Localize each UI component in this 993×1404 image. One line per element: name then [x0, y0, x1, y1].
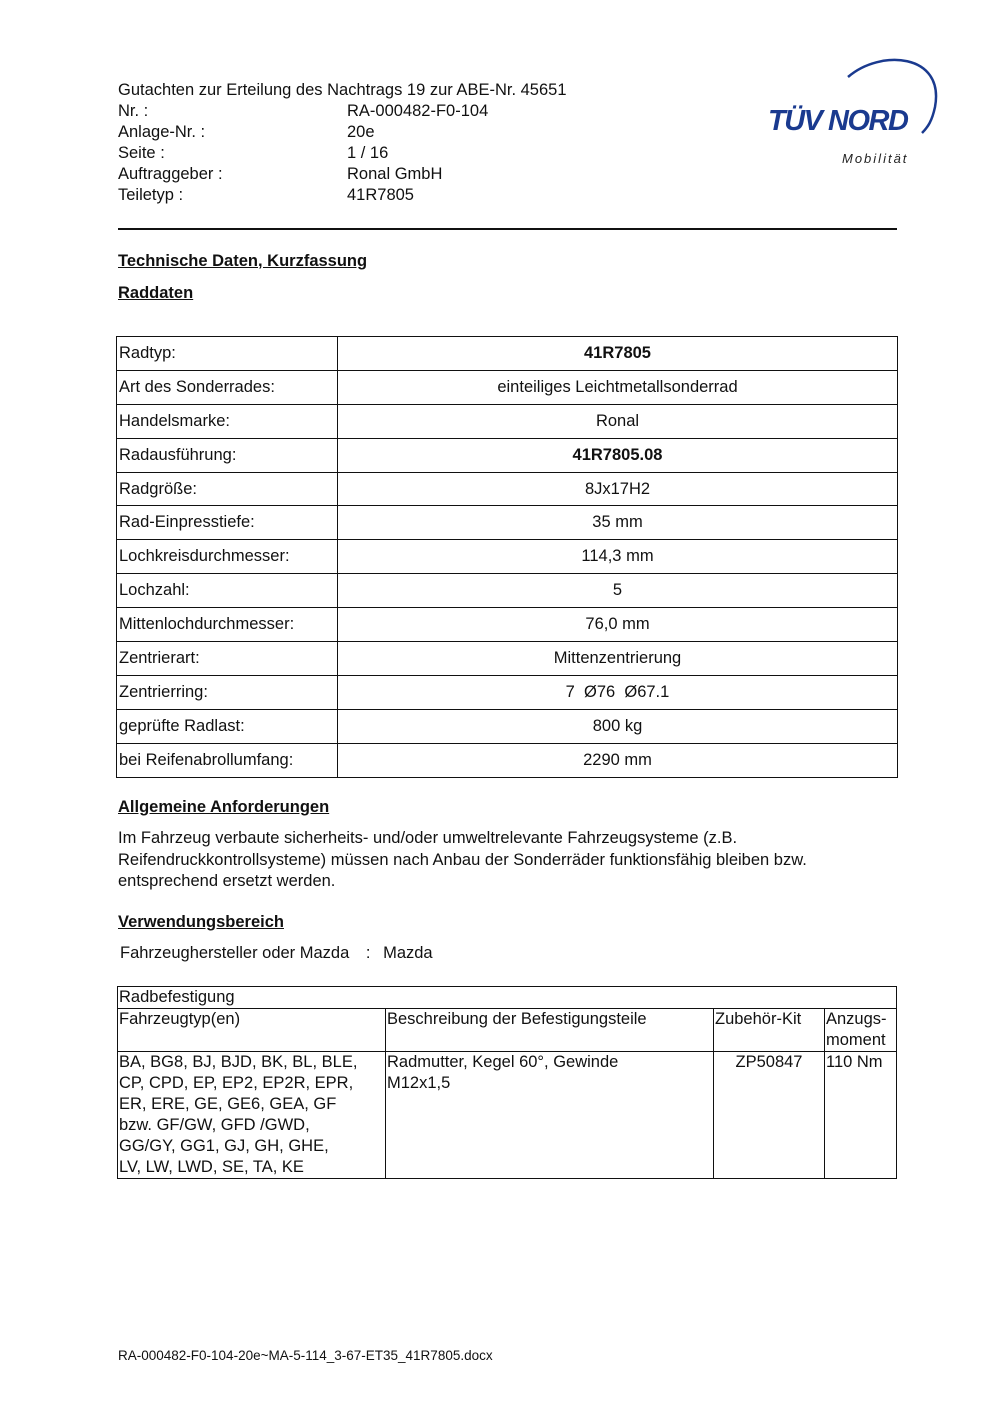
table-row [117, 574, 898, 608]
tuv-nord-logo [760, 55, 950, 175]
wheel-label: geprüfte Radlast: [117, 709, 338, 743]
table-row [117, 675, 898, 709]
torque-header-line: moment [826, 1031, 886, 1049]
table-row [117, 709, 898, 743]
header-row-number [118, 101, 718, 122]
header-value: 1 / 16 [347, 144, 389, 162]
table-row [117, 404, 898, 438]
wheel-value: 41R7805.08 [338, 438, 898, 472]
wheel-value: einteiliges Leichtmetallsonderrad [338, 370, 898, 404]
usage-value: Mazda [383, 944, 433, 962]
torque-cell: 110 Nm [825, 1052, 897, 1179]
usage-label: Fahrzeughersteller oder Mazda [120, 944, 350, 962]
wheel-mounting-table [117, 986, 897, 1179]
wheel-label: Lochzahl: [117, 574, 338, 608]
wheel-value: 8Jx17H2 [338, 472, 898, 506]
wheel-value: Mittenzentrierung [338, 642, 898, 676]
header-value: Ronal GmbH [347, 165, 443, 183]
header-label: Seite : [118, 144, 165, 162]
header-row-part-type [118, 185, 718, 206]
fastener-description-line: M12x1,5 [387, 1074, 451, 1092]
section-title-usage: Verwendungsbereich [118, 913, 284, 931]
wheel-value: 7 Ø76 Ø67.1 [338, 675, 898, 709]
table-row [117, 438, 898, 472]
table-row [117, 743, 898, 777]
vehicle-types-line: LV, LW, LWD, SE, TA, KE [119, 1158, 304, 1176]
wheel-label: Rad-Einpresstiefe: [117, 506, 338, 540]
fastener-description-line: Radmutter, Kegel 60°, Gewinde [387, 1053, 619, 1071]
table-row [117, 540, 898, 574]
document-header [118, 80, 718, 206]
fastener-description-cell [386, 1052, 714, 1179]
usage-separator: : [365, 944, 371, 962]
header-label: Anlage-Nr. : [118, 123, 206, 141]
wheel-label: Radgröße: [117, 472, 338, 506]
header-row-annex [118, 122, 718, 143]
wheel-label: Mittenlochdurchmesser: [117, 608, 338, 642]
header-value: RA-000482-F0-104 [347, 102, 489, 120]
wheel-label: Zentrierart: [117, 642, 338, 676]
wheel-value: 800 kg [338, 709, 898, 743]
wheel-value: 2290 mm [338, 743, 898, 777]
header-divider [118, 228, 897, 230]
table-row [118, 987, 897, 1009]
column-header-description: Beschreibung der Befestigungsteile [386, 1009, 714, 1052]
column-header-torque [825, 1009, 897, 1052]
wheel-value: 114,3 mm [338, 540, 898, 574]
report-title: Gutachten zur Erteilung des Nachtrags 19 zur ABE-Nr. 45651 [118, 81, 567, 99]
wheel-label: Handelsmarke: [117, 404, 338, 438]
header-value: 20e [347, 123, 375, 141]
section-title-tech: Technische Daten, Kurzfassung [118, 252, 368, 270]
torque-header-line: Anzugs- [826, 1010, 887, 1028]
table-row [117, 608, 898, 642]
logo-brand: TÜV NORD [768, 105, 908, 137]
wheel-value: Ronal [338, 404, 898, 438]
wheel-value: 35 mm [338, 506, 898, 540]
wheel-value: 41R7805 [338, 337, 898, 371]
usage-line [120, 944, 433, 963]
section-title-wheel: Raddaten [118, 284, 194, 302]
table-row [117, 337, 898, 371]
header-row-client [118, 164, 718, 185]
column-header-types: Fahrzeugtyp(en) [118, 1009, 386, 1052]
general-requirements-text: Im Fahrzeug verbaute sicherheits- und/oder umweltrelevante Fahrzeugsysteme (z.B. Reifendruckkontrollsysteme) müssen nach Anbau der Sonderräder funktionsfähig bleiben bzw. entsprechend ersetzt werden. [118, 829, 807, 890]
vehicle-types-cell [118, 1052, 386, 1179]
mount-table-title: Radbefestigung [118, 987, 897, 1009]
header-row-page [118, 143, 718, 164]
footer-filename: RA-000482-F0-104-20e~MA-5-114_3-67-ET35_41R7805.docx [118, 1348, 493, 1363]
header-label: Auftraggeber : [118, 165, 223, 183]
table-row [117, 370, 898, 404]
wheel-value: 5 [338, 574, 898, 608]
vehicle-types-line: CP, CPD, EP, EP2, EP2R, EPR, [119, 1074, 354, 1092]
wheel-label: bei Reifenabrollumfang: [117, 743, 338, 777]
table-row [117, 506, 898, 540]
section-title-general: Allgemeine Anforderungen [118, 798, 330, 816]
wheel-label: Radausführung: [117, 438, 338, 472]
wheel-label: Zentrierring: [117, 675, 338, 709]
header-label: Nr. : [118, 102, 149, 120]
wheel-label: Radtyp: [117, 337, 338, 371]
table-row [117, 642, 898, 676]
accessory-kit-cell: ZP50847 [714, 1052, 825, 1179]
header-value: 41R7805 [347, 186, 414, 204]
table-header-row [118, 1009, 897, 1052]
vehicle-types-line: BA, BG8, BJ, BJD, BK, BL, BLE, [119, 1053, 358, 1071]
wheel-label: Art des Sonderrades: [117, 370, 338, 404]
table-row [117, 472, 898, 506]
wheel-label: Lochkreisdurchmesser: [117, 540, 338, 574]
wheel-data-table [116, 336, 898, 778]
vehicle-types-line: GG/GY, GG1, GJ, GH, GHE, [119, 1137, 329, 1155]
table-row [118, 1052, 897, 1179]
vehicle-types-line: bzw. GF/GW, GFD /GWD, [119, 1116, 310, 1134]
wheel-value: 76,0 mm [338, 608, 898, 642]
logo-subtitle: Mobilität [842, 151, 909, 166]
column-header-kit: Zubehör-Kit [714, 1009, 825, 1052]
header-label: Teiletyp : [118, 186, 184, 204]
vehicle-types-line: ER, ERE, GE, GE6, GEA, GF [119, 1095, 337, 1113]
